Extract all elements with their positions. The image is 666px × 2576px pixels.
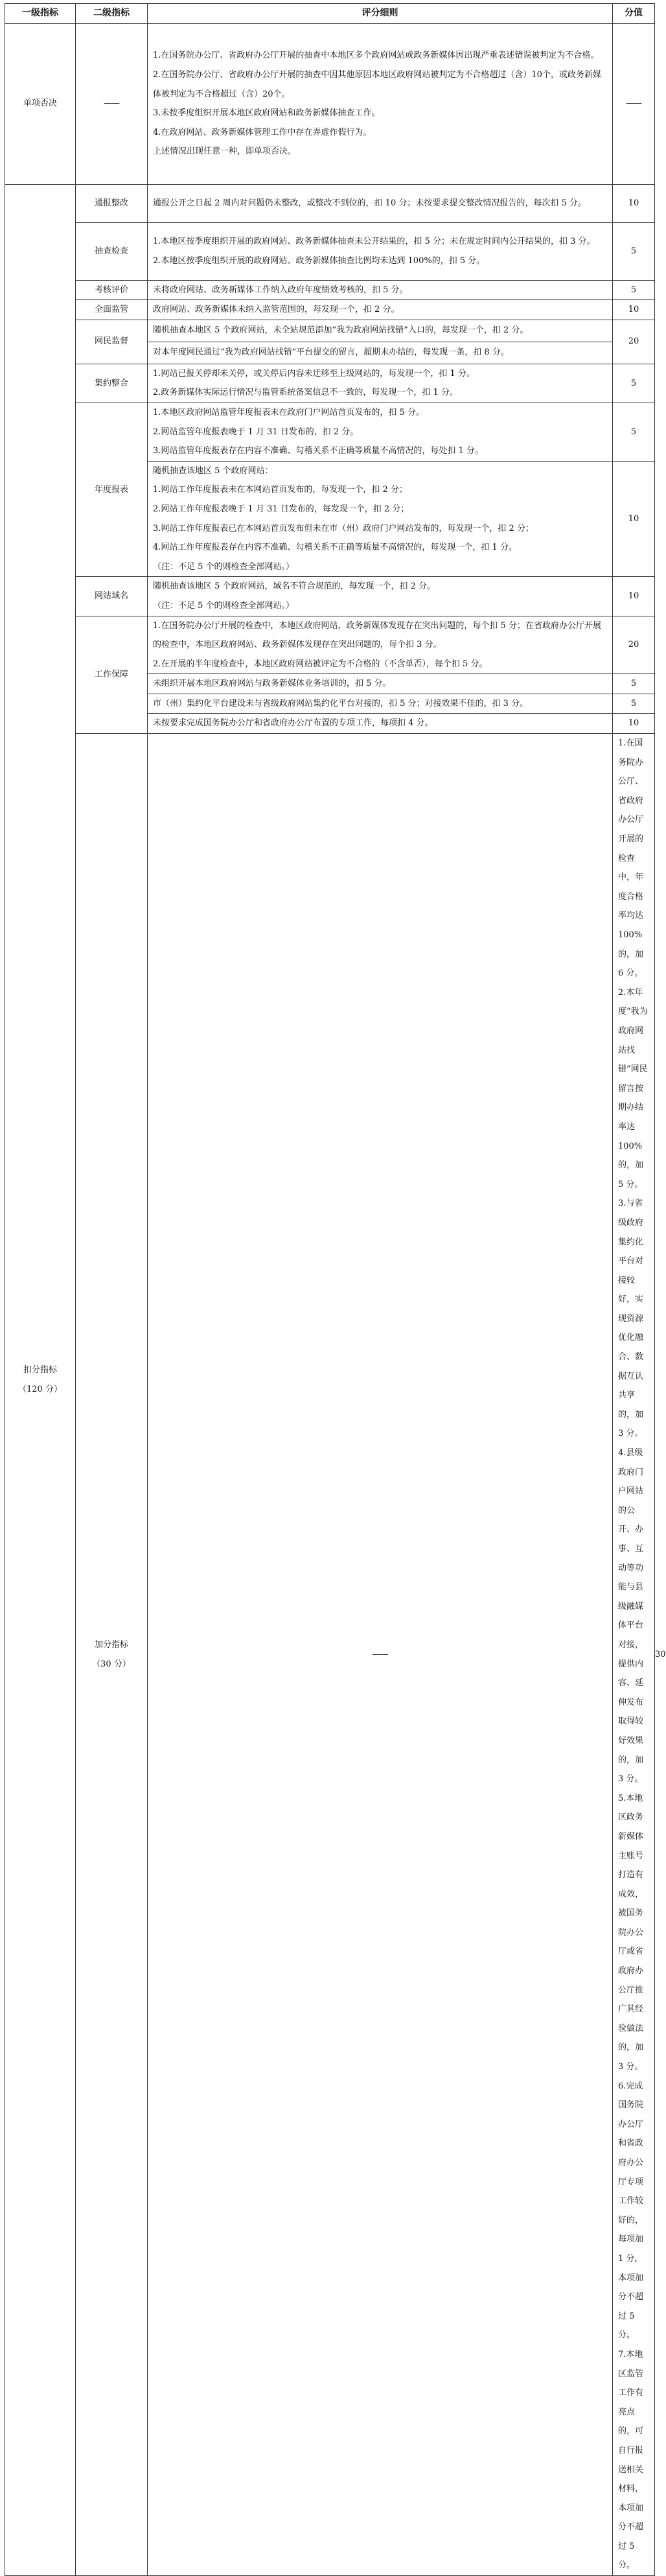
tongbao-text: 通报公开之日起 2 周内对问题仍未整改，或整改不到位的，扣 10 分；未按要求提交整改情况报告的，每次扣 5 分。 <box>148 184 613 222</box>
table-row <box>5 320 655 342</box>
wangmin-name: 网民监督 <box>76 320 148 364</box>
bonus-rule-4: 4.县级政府门户网站的公开、办事、互动等功能与县级融媒体平台对接，提供内容、延伸发布取得较好效果的，加 3 分。 <box>618 1448 644 1785</box>
header-level2: 二级指标 <box>76 4 148 24</box>
kaohe-score: 5 <box>613 280 655 300</box>
table-row <box>5 403 655 461</box>
header-level1: 一级指标 <box>5 4 76 24</box>
baozhang-a-score: 20 <box>613 616 655 674</box>
veto-rule-4: 4.在政府网站、政务新媒体管理工作中存在弄虚作假行为。 <box>153 127 372 137</box>
bonus-level2: —— <box>148 734 613 2576</box>
niandu-b-intro: 随机抽查该地区 5 个政府网站： <box>153 465 273 476</box>
niandu-a-rule-2: 2.网站监管年度报表晚于 1 月 31 日发布的，扣 2 分。 <box>153 427 359 437</box>
bonus-rule-1: 1.在国务院办公厅、省政府办公厅开展的检查中，年度合格率均达 100%的，加 6 分。 <box>618 738 644 979</box>
veto-rule-summary: 上述情况出现任意一种，即单项否决。 <box>153 146 297 157</box>
table-row <box>5 300 655 320</box>
table-row <box>5 222 655 280</box>
yuming-score: 10 <box>613 577 655 616</box>
veto-rule-2: 2.在国务院办公厅、省政府办公厅开展的抽查中因其他原因本地区政府网站被判定为不合格超过（含）10个，或政务新媒体被判定为不合格超过（含）20个。 <box>153 69 601 99</box>
table-row <box>5 280 655 300</box>
quanmian-score: 10 <box>613 300 655 320</box>
yuming-rules <box>148 577 613 616</box>
jiyue-name: 集约整合 <box>76 364 148 403</box>
baozhang-a-rule-2: 2.在开展的半年度检查中，本地区政府网站被评定为不合格的（不含单否），每个扣 5 分。 <box>153 659 488 669</box>
wangmin-score: 20 <box>613 320 655 364</box>
wangmin-text-1: 随机抽查本地区 5 个政府网站，未全站规范添加“我为政府网站找错”入口的，每发现一个，扣 2 分。 <box>148 320 613 342</box>
yuming-rule-1: 随机抽查该地区 5 个政府网站，域名不符合规范的，每发现一个，扣 2 分。 <box>153 581 436 592</box>
niandu-b-note: （注：不足 5 个的则检查全部网站。） <box>153 561 295 572</box>
niandu-a-rule-3: 3.网站监管年度报表存在内容不准确、勾稽关系不正确等质量不高情况的，每处扣 1 分。 <box>153 446 483 456</box>
niandu-b-rule-3: 3.网站工作年度报表已在本网站首页发布但未在市（州）政府门户网站发布的，每发现一个，扣 2 分； <box>153 523 534 533</box>
bonus-rule-3: 3.与省级政府集约化平台对接较好，实现资源优化融合、数据互认共享的，加 3 分。 <box>618 1199 644 1439</box>
veto-level1: 单项否决 <box>5 23 76 184</box>
tongbao-score: 10 <box>613 184 655 222</box>
wangmin-text-2: 对本年度网民通过“我为政府网站找错”平台提交的留言，超期未办结的，每发现一条，扣 8 分。 <box>148 342 613 364</box>
choucha-rules <box>148 222 613 280</box>
jiyue-score: 5 <box>613 364 655 403</box>
bonus-rules <box>613 734 655 2576</box>
bonus-row: 加分指标 （30 分） —— 1.在国务院办公厅、省政府办公厅开展的检查中，年度合格率均达 100%的，加 6 分。 2.本年度“我为政府网站找错”网民留言按期办结率达 100%的，加 5 分。 3.与省级政府集约化平台对接较好，实现资源优化融合、数据互认共享的，加 3 分。 4.县级政府门户网站的公开、办事、互动等功能与县级融媒体平台对接，提供内容、延伸发布取得较好效果的，加 3 分。 5.本地区政务新媒体主账号打造有成效，被国务院办公厅或省政府办公厅推广其经验做法的，加 3 分。 6.完成国务院办公厅和省政府办公厅专项工作较好的，每项加 1 分，本项加分不超过 5 分。 7.本地区监管工作有亮点的，可自行报送相关材料，本项加分不超过 5 分。 30 <box>5 734 655 2576</box>
kaohe-name: 考核评价 <box>76 280 148 300</box>
baozhang-b-text: 未组织开展本地区政府网站与政务新媒体业务培训的，扣 5 分。 <box>148 674 613 694</box>
deduct-level1 <box>5 184 76 2575</box>
header-rules: 评分细则 <box>148 4 613 24</box>
table-row <box>5 577 655 616</box>
veto-rule-1: 1.在国务院办公厅、省政府办公厅开展的抽查中本地区多个政府网站或政务新媒体因出现严重表述错误被判定为不合格。 <box>153 51 599 61</box>
baozhang-c-score: 5 <box>613 694 655 714</box>
niandu-rules-a <box>148 403 613 461</box>
jiyue-rule-1: 1.网站已报关停却未关停，或关停后内容未迁移至上级网站的，每发现一个，扣 1 分。 <box>153 368 475 379</box>
niandu-b-score: 10 <box>613 461 655 577</box>
niandu-name: 年度报表 <box>76 403 148 576</box>
choucha-score: 5 <box>613 222 655 280</box>
table-row <box>5 364 655 403</box>
quanmian-text: 政府网站、政务新媒体未纳入监管范围的，每发现一个，扣 2 分。 <box>148 300 613 320</box>
bonus-level1 <box>76 734 148 2576</box>
header-row <box>5 4 655 24</box>
niandu-rules-b <box>148 461 613 577</box>
veto-rules <box>148 23 613 184</box>
yuming-note: （注：不足 5 个的则检查全部网站。） <box>153 600 295 611</box>
table-row <box>5 184 655 222</box>
bonus-rule-6: 6.完成国务院办公厅和省政府办公厅专项工作较好的，每项加 1 分，本项加分不超过 5 分。 <box>618 2081 644 2341</box>
bonus-level1-points: （30 分） <box>92 1659 131 1669</box>
baozhang-c-text: 市（州）集约化平台建设未与省级政府网站集约化平台对接的，扣 5 分；对接效果不佳的，扣 3 分。 <box>148 694 613 714</box>
baozhang-d-score: 10 <box>613 714 655 734</box>
baozhang-name: 工作保障 <box>76 616 148 734</box>
niandu-b-rule-4: 4.网站工作年度报表存在内容不准确、勾稽关系不正确等质量不高情况的，每发现一个，扣 1 分。 <box>153 543 517 553</box>
deduct-level1-points: （120 分） <box>18 1384 62 1394</box>
kaohe-text: 未将政府网站、政务新媒体工作纳入政府年度绩效考核的，扣 5 分。 <box>148 280 613 300</box>
niandu-a-rule-1: 1.本地区政府网站监管年度报表未在政府门户网站首页发布的，扣 5 分。 <box>153 407 424 417</box>
choucha-name: 抽查检查 <box>76 222 148 280</box>
yuming-name: 网站域名 <box>76 577 148 616</box>
quanmian-name: 全面监管 <box>76 300 148 320</box>
bonus-rule-2: 2.本年度“我为政府网站找错”网民留言按期办结率达 100%的，加 5 分。 <box>618 987 648 1189</box>
niandu-b-rule-2: 2.网站工作年度报表晚于 1 月 31 日发布的，每发现一个，扣 2 分； <box>153 504 409 514</box>
baozhang-a-rule-1: 1.在国务院办公厅开展的检查中，本地区政府网站、政务新媒体发现存在突出问题的，每个扣 5 分；在省政府办公厅开展的检查中，本地区政府网站、政务新媒体发现存在突出问题的，每个扣 3 分。 <box>153 620 601 650</box>
niandu-a-score: 5 <box>613 403 655 461</box>
choucha-rule-2: 2.本地区按季度组织开展的政府网站、政务新媒体抽查比例均未达到 100%的，扣 5 分。 <box>153 255 485 266</box>
baozhang-rules-a <box>148 616 613 674</box>
tongbao-name: 通报整改 <box>76 184 148 222</box>
veto-rule-3: 3.未按季度组织开展本地区政府网站和政务新媒体抽查工作。 <box>153 108 380 119</box>
baozhang-d-text: 未按要求完成国务院办公厅和省政府办公厅布置的专项工作，每项扣 4 分。 <box>148 714 613 734</box>
bonus-rule-5: 5.本地区政务新媒体主账号打造有成效，被国务院办公厅或省政府办公厅推广其经验做法的，加 3 分。 <box>618 1793 644 2072</box>
choucha-rule-1: 1.本地区按季度组织开展的政府网站、政务新媒体抽查未公开结果的，扣 5 分；未在规定时间内公开结果的，扣 3 分。 <box>153 237 595 246</box>
table-row <box>5 616 655 674</box>
bonus-rule-7: 7.本地区监管工作有亮点的，可自行报送相关材料，本项加分不超过 5 分。 <box>618 2349 644 2571</box>
veto-row <box>5 23 655 184</box>
deduct-level1-name: 扣分指标 <box>23 1365 57 1376</box>
scoring-table <box>5 3 666 2576</box>
niandu-b-rule-1: 1.网站工作年度报表未在本网站首页发布的，每发现一个，扣 2 分； <box>153 485 408 495</box>
veto-score: —— <box>613 23 655 184</box>
baozhang-b-score: 5 <box>613 674 655 694</box>
jiyue-rules <box>148 364 613 403</box>
bonus-level1-name: 加分指标 <box>94 1639 128 1650</box>
jiyue-rule-2: 2.政务新媒体实际运行情况与监管系统备案信息不一致的，每发现一个，扣 1 分。 <box>153 388 458 398</box>
header-score: 分值 <box>613 4 655 24</box>
veto-level2: —— <box>76 23 148 184</box>
